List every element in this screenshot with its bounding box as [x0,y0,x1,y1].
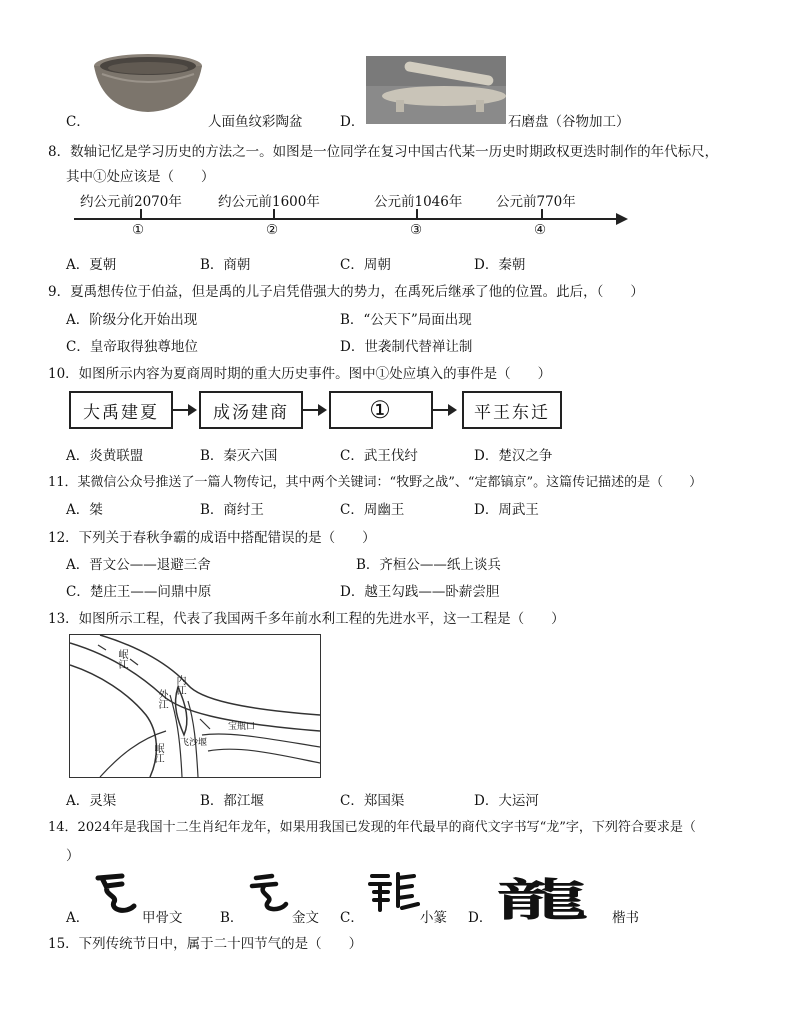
flow-arrow-icon [171,409,195,411]
q8-option-b[interactable]: B．商朝 [200,257,251,273]
q11-option-c[interactable]: C．周幽王 [340,502,405,518]
q9-option-c[interactable]: C．皇帝取得独尊地位 [66,339,198,355]
q14-option-a-label[interactable]: A． [66,910,90,926]
oracle-bone-dragon-glyph [92,868,142,918]
timeline-date: 公元前770年 [496,194,576,210]
flow-arrow-icon [301,409,325,411]
q14-stem-line2: ） [66,848,80,864]
map-label-feishayan: 飞沙堰 [180,738,208,748]
q12-option-c[interactable]: C．楚庄王——问鼎中原 [66,584,212,600]
q11-option-a[interactable]: A．桀 [66,502,103,518]
q14-option-c-caption: 小篆 [420,910,447,926]
q12-option-a[interactable]: A．晋文公——退避三舍 [66,557,211,573]
q7-c-text: 人面鱼纹彩陶盆 [208,114,303,130]
q13-option-b[interactable]: B．都江堰 [200,793,264,809]
q11-option-d[interactable]: D．周武王 [474,502,539,518]
flow-box-blank: ① [329,391,433,429]
q7-c-label[interactable]: C． [66,114,90,130]
q12-option-d[interactable]: D．越王勾践——卧薪尝胆 [340,584,500,600]
timeline-mark: ③ [410,222,423,238]
timeline-mark: ② [266,222,279,238]
timeline-mark: ④ [534,222,547,238]
timeline-tick [140,209,142,219]
q12-option-b[interactable]: B．齐桓公——纸上谈兵 [356,557,501,573]
q9-stem: 9．夏禹想传位于伯益，但是禹的儿子启凭借强大的势力，在禹死后继承了他的位置。此后，（ ） [48,284,644,300]
map-label-minjiang-lower: 岷江 [152,743,163,763]
map-label-waijiang: 外江 [156,689,167,709]
q11-option-b[interactable]: B．商纣王 [200,502,264,518]
q13-option-c[interactable]: C．郑国渠 [340,793,405,809]
q8-option-a[interactable]: A．夏朝 [66,257,117,273]
q10-option-d[interactable]: D．楚汉之争 [474,448,553,464]
small-seal-dragon-glyph [366,868,422,914]
q13-option-d[interactable]: D．大运河 [474,793,539,809]
timeline-date: 约公元前1600年 [218,194,320,210]
flow-box: 平王东迁 [462,391,562,429]
q14-option-b-caption: 金文 [292,910,319,926]
regular-script-dragon-glyph: 龍 [496,875,597,926]
map-label-baopingkou: 宝瓶口 [228,722,256,732]
map-label-neijiang: 内江 [174,675,185,695]
timeline-tick [416,209,418,219]
q12-stem: 12．下列关于春秋争霸的成语中搭配错误的是（ ） [48,530,376,546]
q7-d-text: 石磨盘（谷物加工） [508,114,630,130]
q14-option-b-label[interactable]: B． [220,910,244,926]
q8-option-d[interactable]: D．秦朝 [474,257,526,273]
flow-box: 成汤建商 [199,391,303,429]
q13-option-a[interactable]: A．灵渠 [66,793,117,809]
q10-option-b[interactable]: B．秦灭六国 [200,448,278,464]
stone-grinding-slab-image [366,56,506,124]
flow-arrow-icon [431,409,455,411]
q14-stem-line1: 14．2024年是我国十二生肖纪年龙年，如果用我国已发现的年代最早的商代文字书写“龙”字，下列符合要求是（ [48,820,696,835]
flow-box: 大禹建夏 [69,391,173,429]
map-label-minjiang: 岷江 [116,649,127,669]
timeline-mark: ① [132,222,145,238]
q7-d-label[interactable]: D． [340,114,365,130]
q14-option-d-label[interactable]: D． [468,910,493,926]
q8-stem-line1: 8．数轴记忆是学习历史的方法之一。如图是一位同学在复习中国古代某一历史时期政权更迭时制作的年代标尺， [48,144,719,160]
bronze-script-dragon-glyph [246,870,294,916]
timeline-tick [273,209,275,219]
q8-option-c[interactable]: C．周朝 [340,257,391,273]
q9-option-b[interactable]: B．“公天下”局面出现 [340,312,472,328]
q10-stem: 10．如图所示内容为夏商周时期的重大历史事件。图中①处应填入的事件是（ ） [48,366,552,382]
q14-option-d-caption: 楷书 [612,910,639,926]
river-map-drawing [70,635,320,777]
q10-option-c[interactable]: C．武王伐纣 [340,448,418,464]
q8-stem-line2: 其中①处应该是（ ） [66,169,215,185]
q9-option-a[interactable]: A．阶级分化开始出现 [66,312,198,328]
q11-stem: 11．某微信公众号推送了一篇人物传记，其中两个关键词：“牧野之战”、“定都镐京”。这篇传记描述的是（ ） [48,475,703,490]
timeline-date: 公元前1046年 [374,194,463,210]
q9-option-d[interactable]: D．世袭制代替禅让制 [340,339,473,355]
timeline-tick [541,209,543,219]
timeline-date: 约公元前2070年 [80,194,182,210]
q14-option-a-caption: 甲骨文 [142,910,183,926]
dujiangyan-map [69,634,321,778]
q15-stem: 15．下列传统节日中，属于二十四节气的是（ ） [48,936,363,952]
timeline-arrowhead-icon [616,212,630,226]
painted-pottery-basin-image [92,52,204,114]
timeline-axis [74,218,622,220]
q10-option-a[interactable]: A．炎黄联盟 [66,448,144,464]
q13-stem: 13．如图所示工程，代表了我国两千多年前水利工程的先进水平，这一工程是（ ） [48,611,565,627]
q14-option-c-label[interactable]: C． [340,910,364,926]
